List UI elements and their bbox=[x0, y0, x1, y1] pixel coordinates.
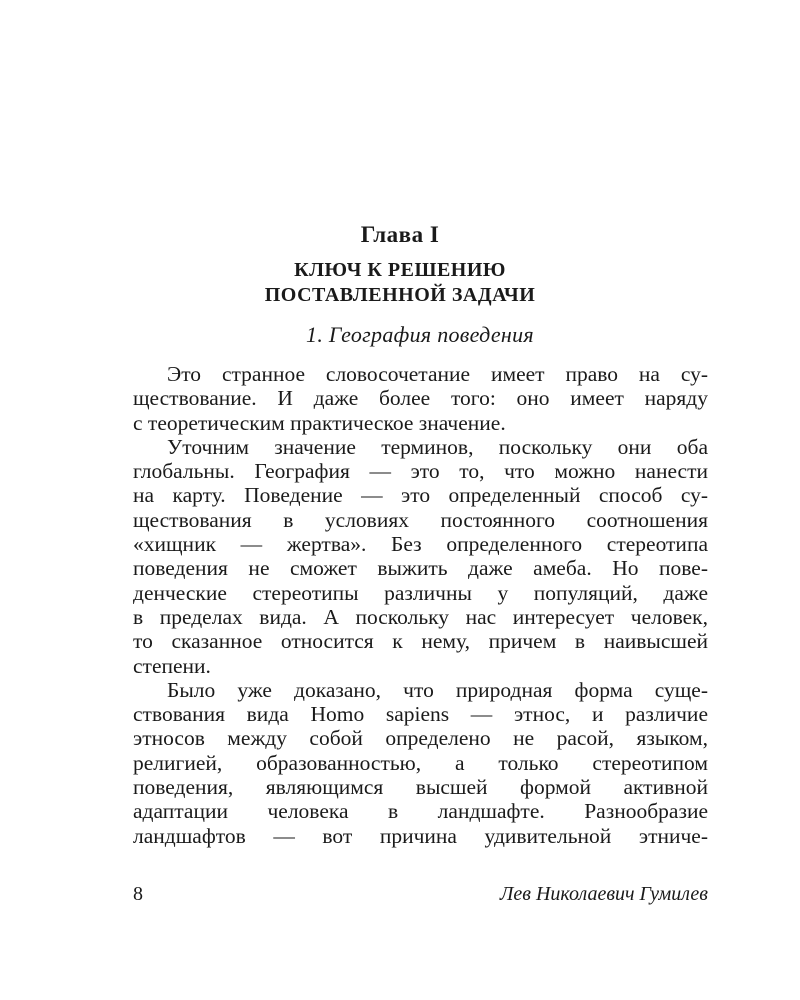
running-footer-author: Лев Николаевич Гумилев bbox=[499, 883, 708, 905]
text-line: на карту. Поведение — это определенный способ су- bbox=[133, 483, 708, 508]
chapter-heading: Глава I bbox=[360, 222, 440, 247]
paragraph bbox=[133, 435, 708, 678]
chapter-title-line: КЛЮЧ К РЕШЕНИЮ bbox=[294, 259, 506, 281]
page-footer bbox=[133, 883, 708, 909]
paragraph bbox=[133, 678, 708, 848]
text-line: ландшафтов — вот причина удивительной этниче- bbox=[133, 823, 708, 848]
text-line: денческие стереотипы различны у популяций, даже bbox=[133, 580, 708, 605]
text-line: Было уже доказано, что природная форма суще- bbox=[167, 677, 708, 702]
text-line: в пределах вида. А поскольку нас интересует человек, bbox=[133, 604, 708, 629]
section-heading: 1. География поведения bbox=[306, 322, 534, 347]
text-line: адаптации человека в ландшафте. Разнообразие bbox=[133, 799, 708, 824]
text-line: «хищник — жертва». Без определенного стереотипа bbox=[133, 532, 708, 557]
text-line: Это странное словосочетание имеет право на су- bbox=[167, 362, 708, 386]
chapter-title bbox=[0, 258, 800, 308]
body-text bbox=[133, 362, 708, 848]
text-line: ществование. И даже более того: оно имеет наряду bbox=[133, 386, 708, 411]
chapter-title-line: ПОСТАВЛЕННОЙ ЗАДАЧИ bbox=[264, 284, 536, 306]
text-line: то сказанное относится к нему, причем в наивысшей bbox=[133, 629, 708, 654]
paragraph bbox=[133, 362, 708, 435]
text-line: с теоретическим практическое значение. bbox=[133, 410, 506, 435]
text-line: Уточним значение терминов, поскольку они оба bbox=[167, 434, 708, 459]
text-line: поведения не сможет выжить даже амеба. Но пове- bbox=[133, 556, 708, 581]
text-line: глобальны. География — это то, что можно нанести bbox=[133, 459, 708, 484]
text-line: ствования вида Homo sapiens — этнос, и различие bbox=[133, 702, 708, 727]
text-line: поведения, являющимся высшей формой активной bbox=[133, 775, 708, 800]
page-number: 8 bbox=[133, 883, 143, 905]
text-line: этносов между собой определено не расой, языком, bbox=[133, 726, 708, 751]
text-line: степени. bbox=[133, 653, 211, 678]
text-line: религией, образованностью, а только стереотипом bbox=[133, 750, 708, 775]
text-line: ществования в условиях постоянного соотношения bbox=[133, 507, 708, 532]
